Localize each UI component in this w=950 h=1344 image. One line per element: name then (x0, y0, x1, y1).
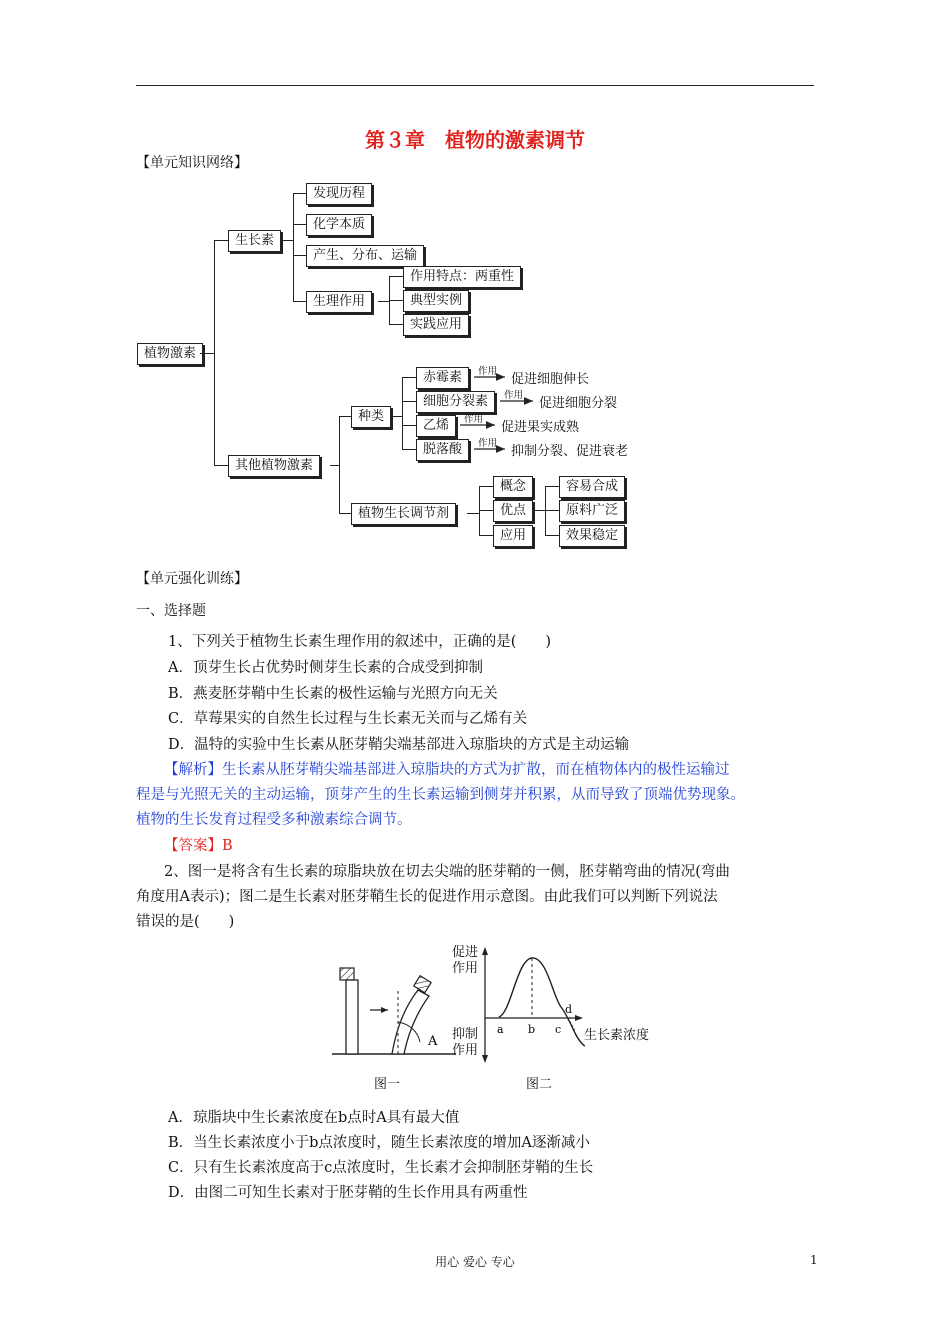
node-abscisic-acid: 脱落酸 (416, 439, 469, 461)
section-training: 【单元强化训练】 (136, 571, 248, 587)
agar-block (340, 968, 354, 980)
point-a: a (497, 1023, 504, 1036)
agar-block-tilted (414, 976, 431, 993)
label-line: 抑制 (452, 1027, 479, 1042)
q2-option-b: B．当生长素浓度小于b点浓度时，随生长素浓度的增加A逐渐减小 (168, 1135, 590, 1151)
node-regulator: 植物生长调节剂 (351, 503, 456, 525)
arrowhead (381, 1007, 388, 1013)
answer-label: 【答案】 (164, 838, 222, 854)
connector (545, 510, 559, 511)
effect-text: 促进细胞分裂 (539, 396, 618, 411)
node-physiology: 生理作用 (306, 291, 372, 313)
fig2-caption: 图二 (526, 1077, 553, 1092)
effect-text: 促进细胞伸长 (511, 372, 590, 387)
label-line: 促进 (452, 945, 479, 960)
arrow-label: 作用 (478, 366, 498, 377)
node-auxin-item: 产生、分布、运输 (306, 245, 424, 267)
node-auxin-item: 发现历程 (306, 183, 372, 205)
node-advantage: 容易合成 (559, 476, 625, 498)
connector (545, 486, 559, 487)
connector (479, 486, 493, 487)
answer-value: B (222, 838, 233, 854)
effect-text: 促进果实成熟 (501, 420, 580, 435)
analysis-label: 【解析】 (164, 762, 222, 778)
analysis-text: 生长素从胚芽鞘尖端基部进入琼脂块的方式为扩散，而在植物体内的极性运输过 (222, 762, 730, 778)
q1-answer (164, 834, 233, 855)
q1-analysis (164, 758, 730, 779)
node-auxin-item: 化学本质 (306, 214, 372, 236)
label-line: 作用 (452, 1043, 479, 1058)
fig1-caption: 图一 (374, 1077, 401, 1092)
q2-option-a: A．琼脂块中生长素浓度在b点时A具有最大值 (168, 1110, 460, 1126)
connector (479, 535, 493, 536)
q2-stem-line2: 角度用A表示)；图二是生长素对胚芽鞘生长的促进作用示意图。由此我们可以判断下列说法 (136, 889, 718, 905)
node-auxin: 生长素 (228, 230, 281, 252)
node-other-hormones: 其他植物激素 (228, 455, 320, 477)
q2-option-c: C．只有生长素浓度高于c点浓度时，生长素才会抑制胚芽鞘的生长 (168, 1160, 594, 1176)
arrowhead (575, 1015, 583, 1021)
section-choice: 一、选择题 (136, 603, 206, 619)
node-kinds: 种类 (351, 406, 391, 428)
point-c: c (555, 1023, 562, 1036)
q1-analysis-line3: 植物的生长发育过程受多种激素综合调节。 (136, 812, 412, 828)
label-line: 作用 (452, 961, 479, 976)
point-b: b (528, 1023, 536, 1036)
q1-option-a: A．顶芽生长占优势时侧芽生长素的合成受到抑制 (168, 660, 483, 676)
figure-1 (330, 960, 460, 1060)
arrowhead (482, 947, 488, 955)
point-d: d (565, 1003, 573, 1016)
arrow-label: 作用 (504, 390, 524, 401)
coleoptile-straight (346, 980, 358, 1054)
figure-2-graph (475, 945, 585, 1065)
connector (479, 510, 493, 511)
arrowhead (482, 1055, 488, 1063)
node-gibberellin: 赤霉素 (416, 367, 469, 389)
connector (545, 535, 559, 536)
angle-label: A (428, 1034, 438, 1049)
q2-option-d: D．由图二可知生长素对于胚芽鞘的生长作用具有两重性 (168, 1185, 528, 1201)
node-cytokinin: 细胞分裂素 (416, 391, 495, 413)
node-regulator-item: 概念 (493, 476, 533, 498)
q1-analysis-line2: 程是与光照无关的主动运输，顶芽产生的生长素运输到侧芽并积累，从而导致了顶端优势现象。 (136, 787, 745, 803)
section-network: 【单元知识网络】 (136, 155, 248, 171)
response-curve (499, 958, 585, 1046)
q1-option-d: D．温特的实验中生长素从胚芽鞘尖端基部进入琼脂块的方式是主动运输 (168, 737, 630, 753)
effect-arrows (0, 0, 950, 600)
q2-stem-line1: 2、图一是将含有生长素的琼脂块放在切去尖端的胚芽鞘的一侧，胚芽鞘弯曲的情况(弯曲 (164, 864, 730, 880)
arrow-label: 作用 (478, 438, 498, 449)
node-advantage: 原料广泛 (559, 500, 625, 522)
node-physio-item: 作用特点：两重性 (403, 266, 521, 288)
q1-stem: 1、下列关于植物生长素生理作用的叙述中，正确的是( ) (168, 634, 552, 650)
node-advantage: 效果稳定 (559, 525, 625, 547)
fig2-x-label: 生长素浓度 (584, 1028, 650, 1043)
arrow-label: 作用 (464, 414, 484, 425)
node-ethylene: 乙烯 (416, 415, 456, 437)
node-physio-item: 实践应用 (403, 314, 469, 336)
q1-option-c: C．草莓果实的自然生长过程与生长素无关而与乙烯有关 (168, 711, 528, 727)
q1-option-b: B．燕麦胚芽鞘中生长素的极性运输与光照方向无关 (168, 686, 498, 702)
effect-text: 抑制分裂、促进衰老 (511, 444, 629, 459)
node-regulator-item: 应用 (493, 525, 533, 547)
q2-stem-line3: 错误的是( ) (136, 914, 235, 930)
chapter-title: 第３章 植物的激素调节 (365, 128, 585, 152)
page-number: 1 (810, 1253, 818, 1267)
page-footer: 用心 爱心 专心 (435, 1255, 515, 1269)
node-regulator-item: 优点 (493, 500, 533, 522)
node-root: 植物激素 (137, 343, 203, 365)
node-physio-item: 典型实例 (403, 290, 469, 312)
